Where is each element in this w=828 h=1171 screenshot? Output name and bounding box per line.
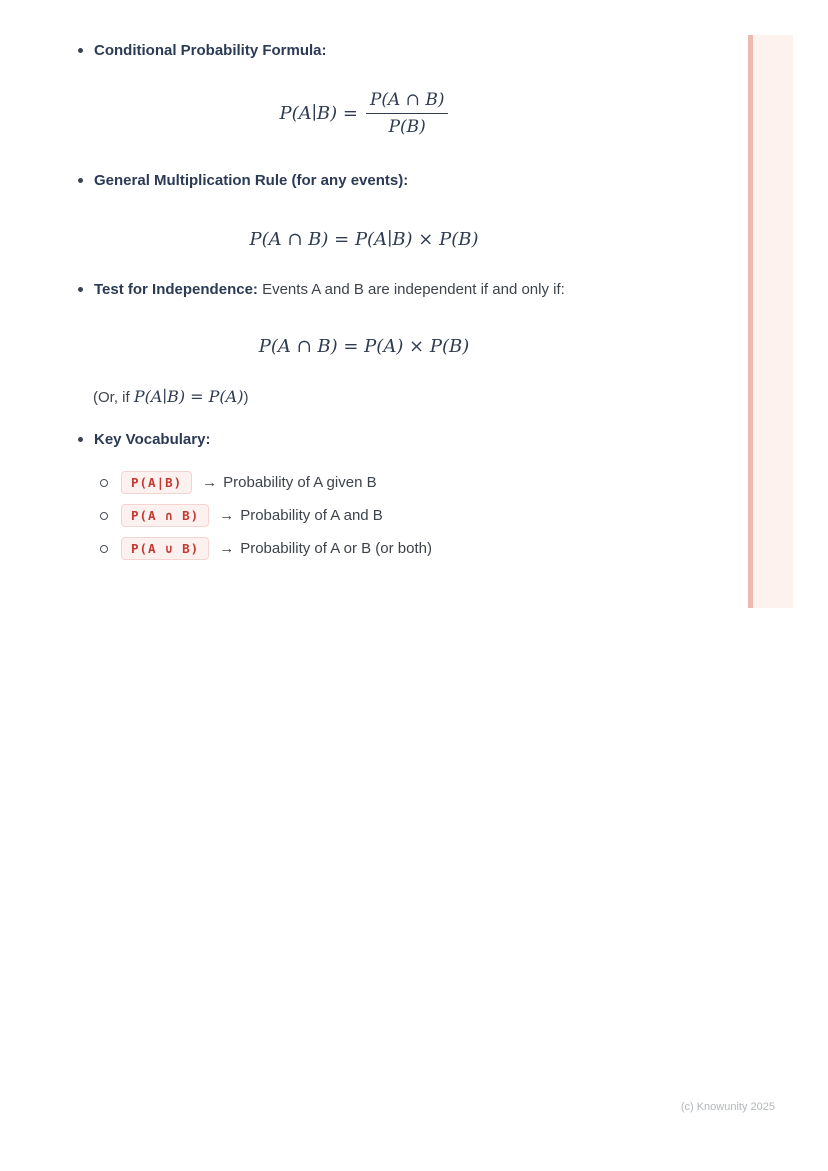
bullet-test-independence <box>78 280 565 299</box>
bullet-dot-icon <box>78 178 83 183</box>
note-suffix: ) <box>243 389 249 406</box>
bullet-conditional-probability <box>78 41 327 60</box>
formula-lhs: P(A∣B) = <box>279 102 358 124</box>
vocab-description: Probability of A given B <box>223 474 377 491</box>
section-heading: Conditional Probability Formula: <box>94 42 327 59</box>
vocab-description: Probability of A or B (or both) <box>240 540 432 557</box>
copyright-footer: (c) Knowunity 2025 <box>680 1101 775 1113</box>
independence-alt-note <box>93 387 248 406</box>
probability-code-chip: P(A ∪ B) <box>121 537 209 560</box>
arrow-icon: → <box>202 474 218 491</box>
section-heading: Test for Independence: <box>94 281 258 298</box>
note-math: P(A∣B) = P(A) <box>133 387 244 406</box>
fraction <box>366 90 449 137</box>
sub-bullet-circle-icon <box>100 512 108 520</box>
section-heading: General Multiplication Rule (for any events): <box>94 172 409 189</box>
bullet-key-vocabulary <box>78 430 210 449</box>
formula-text: P(A ∩ B) = P(A) × P(B) <box>258 336 470 357</box>
formula-text: P(A ∩ B) = P(A∣B) × P(B) <box>249 229 479 250</box>
bullet-dot-icon <box>78 287 83 292</box>
arrow-icon: → <box>219 507 235 524</box>
bullet-multiplication-rule <box>78 171 408 190</box>
fraction-numerator: P(A ∩ B) <box>366 90 449 114</box>
section-text: Events A and B are independent if and only if: <box>257 281 565 298</box>
fraction-denominator: P(B) <box>388 117 426 137</box>
formula-conditional-probability <box>0 90 728 137</box>
vocab-row-given <box>100 471 377 494</box>
vocab-row-and <box>100 504 383 527</box>
sub-bullet-circle-icon <box>100 545 108 553</box>
bullet-dot-icon <box>78 48 83 53</box>
bullet-dot-icon <box>78 437 83 442</box>
note-prefix: (Or, if <box>93 389 134 406</box>
vocab-description: Probability of A and B <box>240 507 383 524</box>
decorative-side-bar <box>748 35 793 608</box>
sub-bullet-circle-icon <box>100 479 108 487</box>
arrow-icon: → <box>219 540 235 557</box>
formula-independence <box>0 334 728 359</box>
probability-code-chip: P(A|B) <box>121 471 192 494</box>
formula-multiplication-rule <box>0 227 728 252</box>
probability-code-chip: P(A ∩ B) <box>121 504 209 527</box>
vocab-row-or <box>100 537 432 560</box>
section-heading: Key Vocabulary: <box>94 431 211 448</box>
